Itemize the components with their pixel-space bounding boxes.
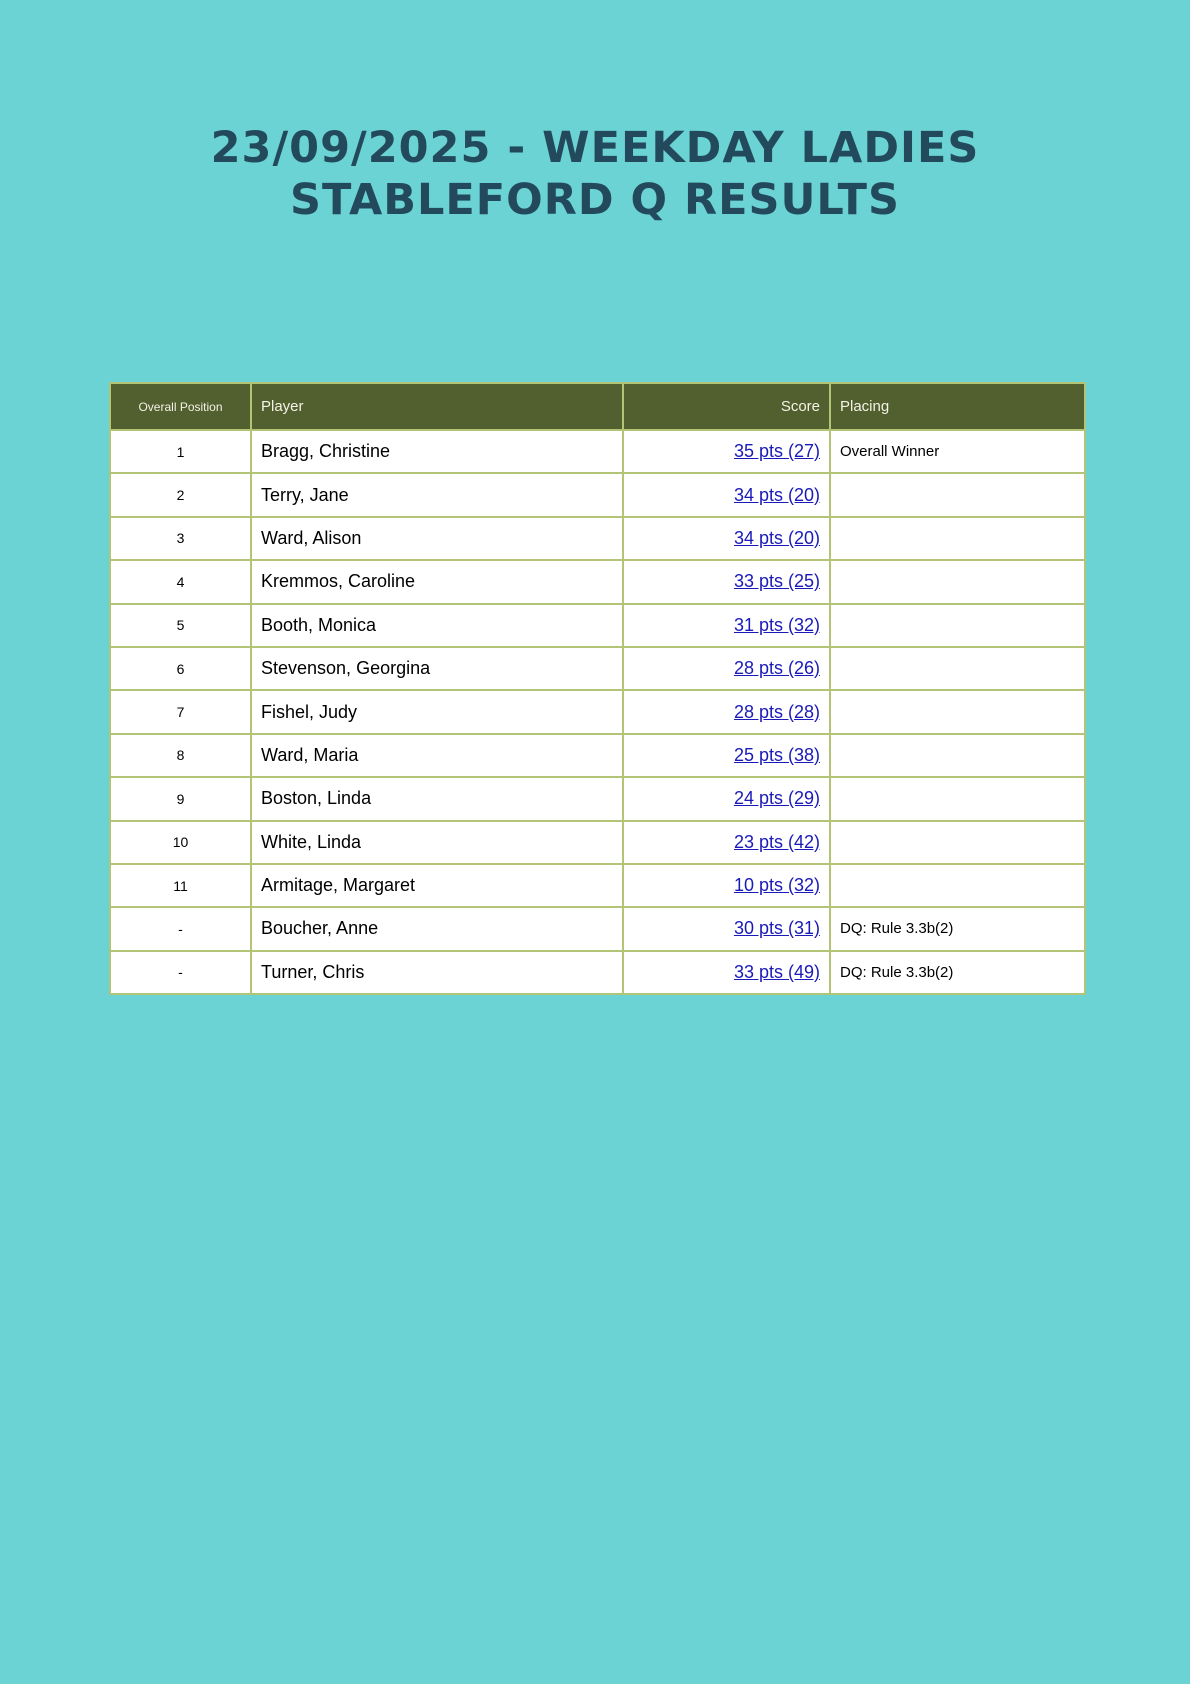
results-table-body (110, 430, 1085, 994)
placing-cell (830, 517, 1085, 560)
score-cell (623, 560, 830, 603)
table-row (110, 604, 1085, 647)
score-link[interactable]: 24 pts (29) (733, 788, 820, 809)
position-cell: 3 (110, 517, 251, 560)
player-name-cell: Terry, Jane (251, 473, 623, 516)
table-row (110, 517, 1085, 560)
score-link[interactable]: 33 pts (25) (733, 571, 820, 592)
score-cell (623, 907, 830, 950)
placing-cell (830, 560, 1085, 603)
position-cell: 7 (110, 690, 251, 733)
table-row (110, 777, 1085, 820)
score-cell (623, 734, 830, 777)
score-cell (623, 951, 830, 994)
header-placing: Placing (830, 383, 1085, 430)
placing-cell: DQ: Rule 3.3b(2) (830, 951, 1085, 994)
score-link[interactable]: 30 pts (31) (733, 918, 820, 939)
score-link[interactable]: 31 pts (32) (733, 614, 820, 635)
player-name-cell: Boston, Linda (251, 777, 623, 820)
table-row (110, 734, 1085, 777)
position-cell: - (110, 907, 251, 950)
placing-cell (830, 604, 1085, 647)
table-row (110, 473, 1085, 516)
position-cell: 2 (110, 473, 251, 516)
score-cell (623, 604, 830, 647)
header-row (110, 383, 1085, 430)
position-cell: 10 (110, 821, 251, 864)
score-cell (623, 690, 830, 733)
score-link[interactable]: 34 pts (20) (733, 484, 820, 505)
table-row (110, 951, 1085, 994)
player-name-cell: Ward, Alison (251, 517, 623, 560)
position-cell: 6 (110, 647, 251, 690)
player-name-cell: Ward, Maria (251, 734, 623, 777)
score-cell (623, 517, 830, 560)
player-name-cell: Fishel, Judy (251, 690, 623, 733)
position-cell: 1 (110, 430, 251, 473)
score-cell (623, 430, 830, 473)
table-row (110, 821, 1085, 864)
player-name-cell: Turner, Chris (251, 951, 623, 994)
player-name-cell: Stevenson, Georgina (251, 647, 623, 690)
score-link[interactable]: 35 pts (27) (733, 441, 820, 462)
table-row (110, 647, 1085, 690)
position-cell: - (110, 951, 251, 994)
page-title: 23/09/2025 - WEEKDAY LADIES STABLEFORD Q RESULTS (210, 123, 980, 225)
player-name-cell: Armitage, Margaret (251, 864, 623, 907)
score-cell (623, 777, 830, 820)
placing-cell (830, 777, 1085, 820)
player-name-cell: White, Linda (251, 821, 623, 864)
header-overall-position: Overall Position (110, 383, 251, 430)
placing-cell (830, 821, 1085, 864)
player-name-cell: Kremmos, Caroline (251, 560, 623, 603)
position-cell: 11 (110, 864, 251, 907)
score-link[interactable]: 10 pts (32) (733, 875, 820, 896)
placing-cell (830, 864, 1085, 907)
placing-cell (830, 647, 1085, 690)
score-link[interactable]: 23 pts (42) (733, 831, 820, 852)
table-row (110, 430, 1085, 473)
player-name-cell: Booth, Monica (251, 604, 623, 647)
placing-cell (830, 690, 1085, 733)
placing-cell: Overall Winner (830, 430, 1085, 473)
placing-cell (830, 734, 1085, 777)
table-row (110, 560, 1085, 603)
header-player: Player (251, 383, 623, 430)
table-row (110, 690, 1085, 733)
score-link[interactable]: 33 pts (49) (733, 961, 820, 982)
score-link[interactable]: 28 pts (28) (733, 701, 820, 722)
score-cell (623, 647, 830, 690)
results-table (109, 382, 1086, 995)
position-cell: 5 (110, 604, 251, 647)
score-cell (623, 864, 830, 907)
position-cell: 9 (110, 777, 251, 820)
table-row (110, 864, 1085, 907)
position-cell: 4 (110, 560, 251, 603)
results-table-header (110, 383, 1085, 430)
position-cell: 8 (110, 734, 251, 777)
header-score: Score (623, 383, 830, 430)
score-cell (623, 821, 830, 864)
placing-cell (830, 473, 1085, 516)
score-link[interactable]: 25 pts (38) (733, 744, 820, 765)
table-row (110, 907, 1085, 950)
placing-cell: DQ: Rule 3.3b(2) (830, 907, 1085, 950)
score-link[interactable]: 28 pts (26) (733, 658, 820, 679)
score-link[interactable]: 34 pts (20) (733, 527, 820, 548)
player-name-cell: Boucher, Anne (251, 907, 623, 950)
score-cell (623, 473, 830, 516)
player-name-cell: Bragg, Christine (251, 430, 623, 473)
